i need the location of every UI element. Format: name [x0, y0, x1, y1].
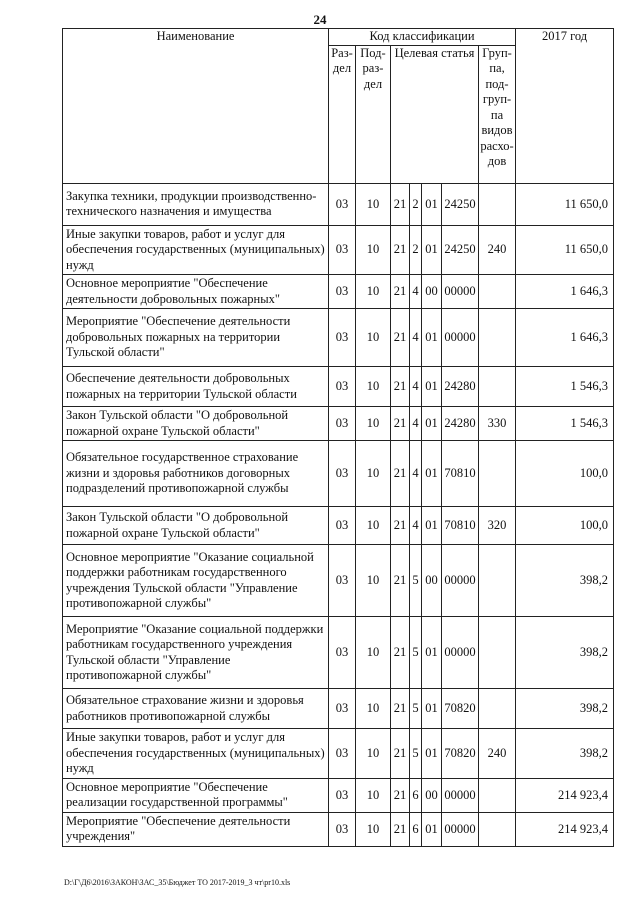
cell-razdel: 03: [329, 367, 356, 407]
cell-t1: 21: [391, 183, 410, 225]
cell-t4: 00000: [442, 617, 479, 689]
cell-t3: 01: [422, 689, 442, 729]
cell-razdel: 03: [329, 812, 356, 846]
cell-t1: 21: [391, 407, 410, 441]
cell-amount: 100,0: [516, 441, 614, 507]
cell-t1: 21: [391, 689, 410, 729]
cell-t2: 5: [410, 689, 422, 729]
cell-t2: 5: [410, 729, 422, 779]
cell-razdel: 03: [329, 183, 356, 225]
cell-name: Закон Тульской области "О добровольной пожарной охране Тульской области": [63, 507, 329, 545]
cell-t3: 01: [422, 183, 442, 225]
cell-t1: 21: [391, 729, 410, 779]
cell-t4: 00000: [442, 778, 479, 812]
header-subsection: Под- раз- дел: [356, 45, 391, 183]
cell-t4: 70820: [442, 689, 479, 729]
cell-podrazdel: 10: [356, 367, 391, 407]
cell-t4: 00000: [442, 812, 479, 846]
cell-razdel: 03: [329, 545, 356, 617]
cell-podrazdel: 10: [356, 812, 391, 846]
cell-t3: 00: [422, 275, 442, 309]
cell-podrazdel: 10: [356, 183, 391, 225]
cell-t2: 6: [410, 812, 422, 846]
cell-razdel: 03: [329, 507, 356, 545]
cell-t2: 4: [410, 275, 422, 309]
cell-razdel: 03: [329, 689, 356, 729]
cell-name: Мероприятие "Оказание социальной поддержки работникам государственного учреждения Тульской области "Управление противопожарной службы": [63, 617, 329, 689]
cell-t1: 21: [391, 275, 410, 309]
table-row: [63, 407, 614, 441]
cell-name: Мероприятие "Обеспечение деятельности учреждения": [63, 812, 329, 846]
cell-vid: [479, 778, 516, 812]
cell-podrazdel: 10: [356, 441, 391, 507]
cell-amount: 214 923,4: [516, 812, 614, 846]
cell-t1: 21: [391, 812, 410, 846]
cell-podrazdel: 10: [356, 309, 391, 367]
header-group: Груп- па, под- груп- па видов расхо- дов: [479, 45, 516, 183]
cell-amount: 398,2: [516, 689, 614, 729]
cell-razdel: 03: [329, 778, 356, 812]
cell-t3: 01: [422, 225, 442, 275]
table-row: [63, 367, 614, 407]
cell-amount: 100,0: [516, 507, 614, 545]
cell-name: Обязательное государственное страхование жизни и здоровья работников договорных подразделений противопожарной службы: [63, 441, 329, 507]
cell-razdel: 03: [329, 225, 356, 275]
table-row: [63, 183, 614, 225]
cell-amount: 1 646,3: [516, 275, 614, 309]
header-section: Раз- дел: [329, 45, 356, 183]
cell-t3: 01: [422, 729, 442, 779]
cell-name: Основное мероприятие "Оказание социальной поддержки работникам государственного учреждения Тульской области "Управление противопожарной службы": [63, 545, 329, 617]
cell-t4: 24280: [442, 407, 479, 441]
table-row: [63, 507, 614, 545]
cell-t1: 21: [391, 225, 410, 275]
table-row: [63, 309, 614, 367]
cell-t3: 01: [422, 367, 442, 407]
cell-name: Закон Тульской области "О добровольной пожарной охране Тульской области": [63, 407, 329, 441]
cell-t3: 00: [422, 545, 442, 617]
cell-name: Закупка техники, продукции производственно-технического назначения и имущества: [63, 183, 329, 225]
cell-name: Иные закупки товаров, работ и услуг для обеспечения государственных (муниципальных) нужд: [63, 225, 329, 275]
table-row: [63, 441, 614, 507]
cell-amount: 1 646,3: [516, 309, 614, 367]
header-code: Код классификации: [329, 29, 516, 46]
cell-podrazdel: 10: [356, 778, 391, 812]
cell-t4: 00000: [442, 545, 479, 617]
table-row: [63, 812, 614, 846]
table-row: [63, 617, 614, 689]
cell-podrazdel: 10: [356, 275, 391, 309]
cell-t4: 70820: [442, 729, 479, 779]
cell-t2: 4: [410, 441, 422, 507]
cell-t2: 5: [410, 545, 422, 617]
cell-name: Мероприятие "Обеспечение деятельности добровольных пожарных на территории Тульской области": [63, 309, 329, 367]
cell-vid: 240: [479, 225, 516, 275]
cell-t2: 2: [410, 225, 422, 275]
cell-t1: 21: [391, 617, 410, 689]
cell-t2: 4: [410, 309, 422, 367]
cell-t4: 24250: [442, 183, 479, 225]
cell-t4: 24250: [442, 225, 479, 275]
cell-t2: 2: [410, 183, 422, 225]
cell-vid: [479, 367, 516, 407]
cell-razdel: 03: [329, 407, 356, 441]
cell-podrazdel: 10: [356, 545, 391, 617]
cell-vid: 320: [479, 507, 516, 545]
cell-t3: 01: [422, 507, 442, 545]
cell-podrazdel: 10: [356, 689, 391, 729]
cell-amount: 11 650,0: [516, 225, 614, 275]
cell-vid: 240: [479, 729, 516, 779]
cell-t4: 24280: [442, 367, 479, 407]
cell-vid: [479, 275, 516, 309]
cell-t3: 01: [422, 441, 442, 507]
cell-podrazdel: 10: [356, 407, 391, 441]
cell-t1: 21: [391, 778, 410, 812]
cell-vid: [479, 689, 516, 729]
cell-amount: 1 546,3: [516, 367, 614, 407]
cell-name: Обеспечение деятельности добровольных пожарных на территории Тульской области: [63, 367, 329, 407]
cell-t3: 01: [422, 812, 442, 846]
cell-t2: 6: [410, 778, 422, 812]
page-number: 24: [313, 12, 327, 27]
cell-amount: 214 923,4: [516, 778, 614, 812]
cell-t1: 21: [391, 441, 410, 507]
table-row: [63, 275, 614, 309]
cell-name: Основное мероприятие "Обеспечение реализации государственной программы": [63, 778, 329, 812]
cell-vid: [479, 183, 516, 225]
cell-t4: 70810: [442, 507, 479, 545]
cell-razdel: 03: [329, 275, 356, 309]
cell-t3: 00: [422, 778, 442, 812]
cell-podrazdel: 10: [356, 617, 391, 689]
cell-amount: 398,2: [516, 617, 614, 689]
cell-t2: 5: [410, 617, 422, 689]
cell-vid: [479, 812, 516, 846]
table-body: [63, 183, 614, 846]
cell-podrazdel: 10: [356, 507, 391, 545]
cell-razdel: 03: [329, 441, 356, 507]
budget-table: [62, 28, 614, 847]
cell-razdel: 03: [329, 309, 356, 367]
cell-name: Обязательное страхование жизни и здоровья работников противопожарной службы: [63, 689, 329, 729]
cell-t2: 4: [410, 507, 422, 545]
footer-path: D:\Г\Д6\2016\ЗАКОН\ЗАС_35\Бюджет ТО 2017-2019_3 чт\pr10.xls: [64, 878, 291, 887]
cell-t3: 01: [422, 617, 442, 689]
cell-vid: [479, 617, 516, 689]
cell-t4: 00000: [442, 309, 479, 367]
cell-vid: [479, 309, 516, 367]
table-row: [63, 729, 614, 779]
cell-razdel: 03: [329, 617, 356, 689]
cell-podrazdel: 10: [356, 729, 391, 779]
cell-amount: 1 546,3: [516, 407, 614, 441]
cell-t1: 21: [391, 545, 410, 617]
cell-t2: 4: [410, 367, 422, 407]
header-year: 2017 год: [516, 29, 614, 184]
cell-t4: 70810: [442, 441, 479, 507]
cell-t2: 4: [410, 407, 422, 441]
cell-razdel: 03: [329, 729, 356, 779]
cell-amount: 398,2: [516, 545, 614, 617]
cell-t1: 21: [391, 367, 410, 407]
cell-amount: 398,2: [516, 729, 614, 779]
cell-podrazdel: 10: [356, 225, 391, 275]
cell-name: Основное мероприятие "Обеспечение деятельности добровольных пожарных": [63, 275, 329, 309]
cell-name: Иные закупки товаров, работ и услуг для обеспечения государственных (муниципальных) нужд: [63, 729, 329, 779]
cell-t1: 21: [391, 507, 410, 545]
header-target: Целевая статья: [391, 45, 479, 183]
cell-vid: 330: [479, 407, 516, 441]
cell-t3: 01: [422, 407, 442, 441]
cell-vid: [479, 441, 516, 507]
table-row: [63, 689, 614, 729]
table-row: [63, 225, 614, 275]
cell-t1: 21: [391, 309, 410, 367]
cell-t3: 01: [422, 309, 442, 367]
table-row: [63, 545, 614, 617]
cell-t4: 00000: [442, 275, 479, 309]
table-row: [63, 778, 614, 812]
header-name: Наименование: [63, 29, 329, 184]
cell-amount: 11 650,0: [516, 183, 614, 225]
cell-vid: [479, 545, 516, 617]
